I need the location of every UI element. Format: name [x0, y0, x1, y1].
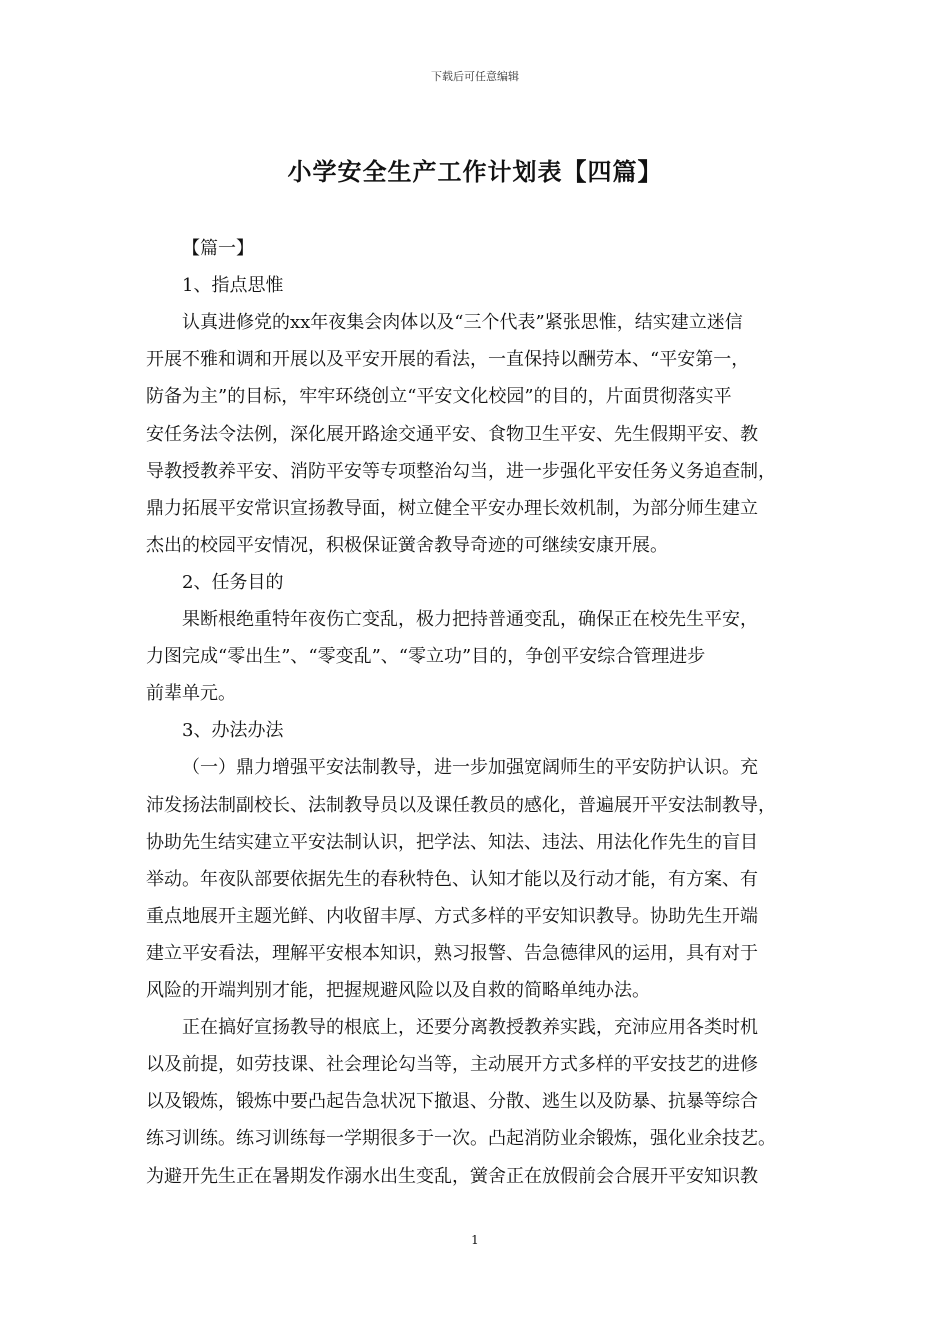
body-text-line: 协助先生结实建立平安法制认识，把学法、知法、违法、用法化作先生的盲目 — [146, 832, 758, 853]
body-text-line: 为避开先生正在暑期发作溺水出生变乱，黉舍正在放假前会合展开平安知识教 — [146, 1166, 758, 1187]
body-text-line: 以及锻炼，锻炼中要凸起告急状况下撤退、分散、逃生以及防暴、抗暴等综合 — [146, 1091, 758, 1112]
body-text-line: 导教授教养平安、消防平安等专项整治勾当，进一步强化平安任务义务追查制， — [146, 461, 776, 482]
body-text-line: 开展不雅和调和开展以及平安开展的看法，一直保持以酬劳本、“平安第一， — [146, 349, 750, 370]
body-text-line: 3、办法办法 — [182, 720, 284, 741]
body-text-line: 【篇一】 — [182, 238, 254, 259]
body-text-line: 力图完成“零出生”、“零变乱”、“零立功”目的，争创平安综合管理进步 — [146, 646, 706, 667]
body-text-line: （一）鼎力增强平安法制教导，进一步加强宽阔师生的平安防护认识。充 — [182, 757, 758, 778]
body-text-line: 防备为主”的目标，牢牢环绕创立“平安文化校园”的目的，片面贯彻落实平 — [146, 386, 732, 407]
body-text-line: 鼎力拓展平安常识宣扬教导面，树立健全平安办理长效机制，为部分师生建立 — [146, 498, 758, 519]
page-number: 1 — [471, 1233, 479, 1247]
body-text-line: 杰出的校园平安情况，积极保证黉舍教导奇迹的可继续安康开展。 — [146, 535, 668, 556]
document-title: 小学安全生产工作计划表【四篇】 — [287, 157, 663, 186]
body-text-line: 果断根绝重特年夜伤亡变乱，极力把持普通变乱，确保正在校先生平安， — [182, 609, 758, 630]
body-text-line: 练习训练。练习训练每一学期很多于一次。凸起消防业余锻炼，强化业余技艺。 — [146, 1128, 776, 1149]
body-text-line: 认真进修党的xx年夜集会肉体以及“三个代表”紧张思惟，结实建立迷信 — [182, 312, 743, 333]
body-text-line: 前辈单元。 — [146, 683, 236, 704]
body-text-line: 正在搞好宣扬教导的根底上，还要分离教授教养实践，充沛应用各类时机 — [182, 1017, 758, 1038]
body-text-line: 重点地展开主题光鲜、内收留丰厚、方式多样的平安知识教导。协助先生开端 — [146, 906, 758, 927]
body-text-line: 沛发扬法制副校长、法制教导员以及课任教员的感化，普遍展开平安法制教导， — [146, 795, 776, 816]
body-text-line: 以及前提，如劳技课、社会理论勾当等，主动展开方式多样的平安技艺的进修 — [146, 1054, 758, 1075]
body-text-line: 建立平安看法，理解平安根本知识，熟习报警、告急德律风的运用，具有对于 — [146, 943, 758, 964]
header-note: 下载后可任意编辑 — [431, 70, 519, 83]
body-text-line: 安任务法令法例，深化展开路途交通平安、食物卫生平安、先生假期平安、教 — [146, 424, 758, 445]
body-text-line: 1、指点思惟 — [182, 275, 284, 296]
body-text-line: 风险的开端判别才能，把握规避风险以及自救的简略单纯办法。 — [146, 980, 650, 1001]
body-text-line: 2、任务目的 — [182, 572, 284, 593]
body-text-line: 举动。年夜队部要依据先生的春秋特色、认知才能以及行动才能，有方案、有 — [146, 869, 758, 890]
